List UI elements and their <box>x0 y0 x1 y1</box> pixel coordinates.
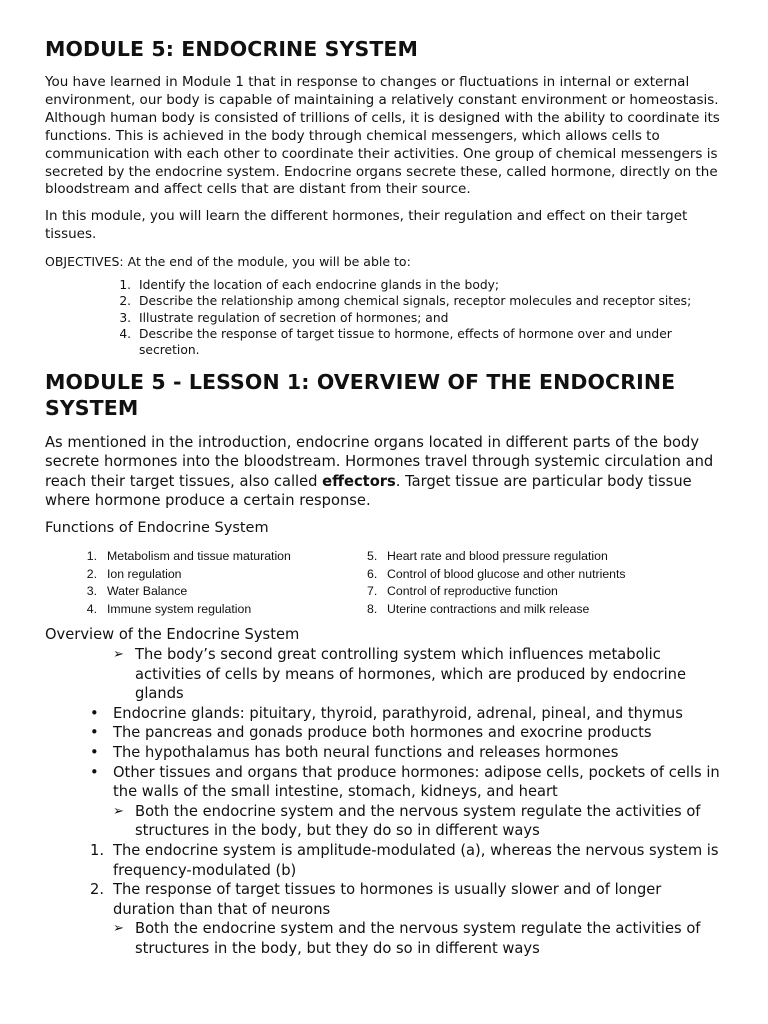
intro-paragraph-2: In this module, you will learn the different hormones, their regulation and effect on their target tissues. <box>45 208 688 243</box>
function-text: Control of blood glucose and other nutrients <box>387 566 626 581</box>
lesson-intro-text-before: As mentioned in the introduction, endocrine organs located in different parts of the body secrete hormones into the bloodstream. Hormones travel through systemic circulation and reach their target tissues, also called <box>45 433 714 490</box>
objective-item: 1. Identify the location of each endocrine glands in the body; <box>135 277 725 293</box>
list-item <box>45 841 725 880</box>
functions-column-left <box>45 548 367 618</box>
document-page <box>45 36 725 958</box>
function-item <box>367 566 689 584</box>
arrow-bullet-icon: ➢ <box>113 921 124 937</box>
function-text: Uterine contractions and milk release <box>387 601 590 616</box>
arrow-bullet-icon: ➢ <box>113 803 124 819</box>
objectives-list <box>45 277 725 358</box>
bullet-icon: • <box>90 763 99 781</box>
list-item-text: Both the endocrine system and the nervous system regulate the activities of structures in the body, but they do so in different ways <box>135 802 701 840</box>
list-item <box>45 704 725 724</box>
function-text: Ion regulation <box>107 566 182 581</box>
list-item <box>45 802 725 841</box>
list-number: 1. <box>90 841 105 859</box>
function-item <box>45 601 367 619</box>
objective-item: 2. Describe the relationship among chemical signals, receptor molecules and receptor sites; <box>135 293 725 309</box>
function-item <box>45 583 367 601</box>
function-item <box>45 566 367 584</box>
function-text: Heart rate and blood pressure regulation <box>387 549 608 564</box>
function-item <box>367 583 689 601</box>
list-item-text: The body’s second great controlling system which influences metabolic activities of cells by means of hormones, which are produced by endocrine glands <box>135 645 687 703</box>
list-item <box>45 763 725 802</box>
list-item-text: The hypothalamus has both neural functions and releases hormones <box>113 743 619 761</box>
function-number: 7. <box>367 584 378 599</box>
list-item-text: Both the endocrine system and the nervous system regulate the activities of structures in the body, but they do so in different ways <box>135 920 701 957</box>
function-text: Control of reproductive function <box>387 584 558 599</box>
list-item-text: Endocrine glands: pituitary, thyroid, parathyroid, adrenal, pineal, and thymus <box>113 704 683 722</box>
function-number: 1. <box>86 549 97 564</box>
intro-paragraph-1: You have learned in Module 1 that in response to changes or fluctuations in internal or external environment, our body is capable of maintaining a relatively constant environment or homeostasis. Although human body is consisted of trillions of cells, it is designed with the ability to coordinate its functions. This is achieved in the body through chemical messengers, which allows cells to communication with each other to coordinate their activities. One group of chemical messengers is secreted by the endocrine system. Endocrine organs secrete these, called hormone, directly on the bloodstream and affect cells that are distant from their source. <box>45 74 720 198</box>
function-text: Water Balance <box>107 584 188 599</box>
bullet-icon: • <box>90 743 99 761</box>
objectives-label: OBJECTIVES: At the end of the module, you will be able to: <box>45 254 411 270</box>
effectors-term: effectors <box>322 472 396 490</box>
functions-list <box>45 548 725 618</box>
function-number: 4. <box>86 601 97 616</box>
objective-item: 3. Illustrate regulation of secretion of hormones; and <box>135 310 725 326</box>
functions-column-right <box>367 548 689 618</box>
list-item-text: The response of target tissues to hormones is usually slower and of longer duration than that of neurons <box>113 881 662 918</box>
lesson-intro-text-after: . Target tissue are particular body tissue where hormone produce a certain response. <box>45 472 692 510</box>
list-number: 2. <box>90 881 105 899</box>
list-item <box>45 880 725 919</box>
list-item <box>45 919 725 958</box>
function-text: Metabolism and tissue maturation <box>107 549 291 564</box>
overview-heading: Overview of the Endocrine System <box>45 626 300 644</box>
functions-heading: Functions of Endocrine System <box>45 520 269 537</box>
bullet-icon: • <box>90 704 99 722</box>
list-item <box>45 645 725 704</box>
function-number: 6. <box>367 566 378 581</box>
function-item <box>367 601 689 619</box>
list-item-text: The pancreas and gonads produce both hormones and exocrine products <box>113 724 652 742</box>
list-item-text: Other tissues and organs that produce hormones: adipose cells, pockets of cells in the walls of the small intestine, stomach, kidneys, and heart <box>113 763 720 801</box>
function-number: 2. <box>86 566 97 581</box>
lesson-intro-paragraph <box>45 433 725 511</box>
lesson-title: MODULE 5 - LESSON 1: OVERVIEW OF THE ENDOCRINE SYSTEM <box>45 369 676 420</box>
function-number: 3. <box>86 584 97 599</box>
overview-list <box>45 645 725 959</box>
function-text: Immune system regulation <box>107 601 252 616</box>
list-item <box>45 743 725 763</box>
list-item-text: The endocrine system is amplitude-modulated (a), whereas the nervous system is frequency-modulated (b) <box>113 841 719 879</box>
function-item <box>367 548 689 566</box>
function-number: 8. <box>367 601 378 616</box>
function-number: 5. <box>367 549 378 564</box>
module-title: MODULE 5: ENDOCRINE SYSTEM <box>45 37 419 61</box>
bullet-icon: • <box>90 724 99 742</box>
function-item <box>45 548 367 566</box>
arrow-bullet-icon: ➢ <box>113 646 124 662</box>
list-item <box>45 723 725 743</box>
objective-item: 4. Describe the response of target tissue to hormone, effects of hormone over and under secretion. <box>135 326 725 359</box>
